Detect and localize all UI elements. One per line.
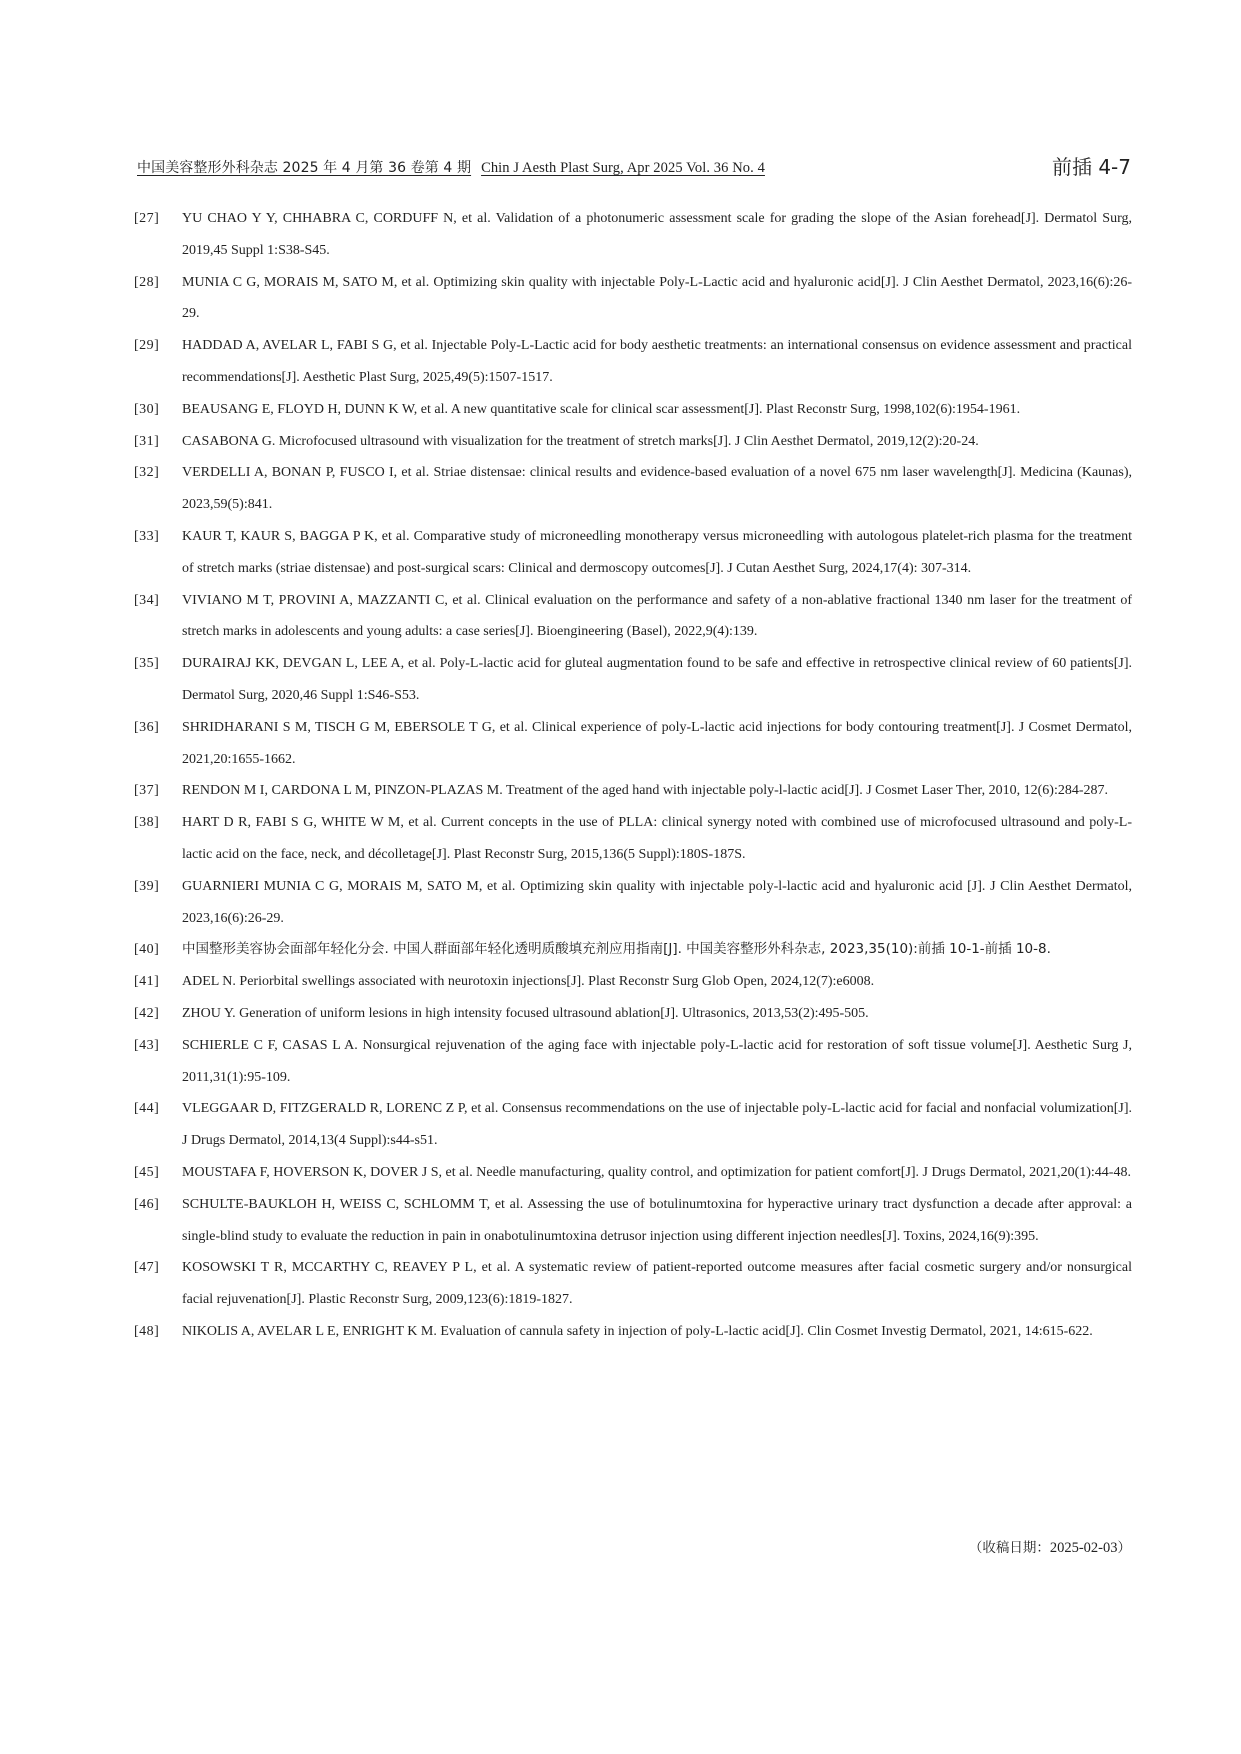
reference-item <box>134 998 1132 1030</box>
reference-number: [29] <box>134 338 160 354</box>
reference-item <box>134 966 1132 998</box>
reference-number: [36] <box>134 719 160 735</box>
reference-number: [30] <box>134 401 160 417</box>
reference-item <box>134 648 1132 712</box>
journal-title-chinese: 中国美容整形外科杂志 2025 年 4 月第 36 卷第 4 期 <box>137 160 472 176</box>
reference-item <box>134 1252 1132 1316</box>
reference-number: [31] <box>134 433 160 449</box>
reference-item <box>134 712 1132 776</box>
reference-item <box>134 1316 1132 1348</box>
reference-text: KAUR T, KAUR S, BAGGA P K, et al. Comparative study of microneedling monotherapy versus microneedling with autologous platelet-rich plasma for the treatment of stretch marks (striae distensae) and post-surgical scars: Clinical and dermoscopy outcomes[J]. J Cutan Aesthet Surg, 2024,17(4): 307-314. <box>182 528 1132 576</box>
reference-text: ADEL N. Periorbital swellings associated with neurotoxin injections[J]. Plast Reconstr Surg Glob Open, 2024,12(7):e6008. <box>182 974 875 990</box>
reference-item <box>134 426 1132 458</box>
reference-number: [41] <box>134 974 160 990</box>
reference-number: [39] <box>134 878 160 894</box>
reference-text: HADDAD A, AVELAR L, FABI S G, et al. Injectable Poly-L-Lactic acid for body aesthetic treatments: an international consensus on evidence assessment and practical recommendations[J]. Aesthetic Plast Surg, 2025,49(5):1507-1517. <box>182 338 1132 385</box>
journal-citation-line <box>137 157 765 177</box>
reference-text: KOSOWSKI T R, MCCARTHY C, REAVEY P L, et al. A systematic review of patient-reported outcome measures after facial cosmetic surgery and/or nonsurgical facial rejuvenation[J]. Plastic Reconstr Surg, 2009,123(6):1819-1827. <box>182 1260 1132 1308</box>
reference-item <box>134 521 1132 585</box>
reference-number: [48] <box>134 1323 160 1339</box>
reference-text: DURAIRAJ KK, DEVGAN L, LEE A, et al. Poly-L-lactic acid for gluteal augmentation found to be safe and effective in retrospective clinical review of 60 patients[J]. Dermatol Surg, 2020,46 Suppl 1:S46-S53. <box>182 656 1132 703</box>
received-date-value: 2025-02-03 <box>1049 1540 1118 1556</box>
reference-number: [45] <box>134 1164 160 1180</box>
reference-number: [42] <box>134 1005 160 1021</box>
reference-number: [34] <box>134 592 160 608</box>
reference-number: [43] <box>134 1037 160 1053</box>
reference-item <box>134 1030 1132 1094</box>
reference-item <box>134 871 1132 935</box>
received-date-label: （收稿日期： <box>968 1540 1050 1556</box>
reference-number: [35] <box>134 656 160 672</box>
reference-text: ZHOU Y. Generation of uniform lesions in high intensity focused ultrasound ablation[J]. Ultrasonics, 2013,53(2):495-505. <box>182 1005 869 1021</box>
reference-text: 中国整形美容协会面部年轻化分会. 中国人群面部年轻化透明质酸填充剂应用指南[J]. 中国美容整形外科杂志, 2023,35(10):前插 10-1-前插 10-8. <box>182 941 1051 958</box>
reference-text: RENDON M I, CARDONA L M, PINZON-PLAZAS M. Treatment of the aged hand with injectable poly-l-lactic acid[J]. J Cosmet Laser Ther, 2010, 12(6):284-287. <box>182 783 1109 799</box>
reference-text: SCHULTE-BAUKLOH H, WEISS C, SCHLOMM T, et al. Assessing the use of botulinumtoxina for hyperactive urinary tract dysfunction a decade after approval: a single-blind study to evaluate the reduction in pain in onabotulinumtoxina detrusor injection using different injection needles[J]. Toxins, 2024,16(9):395. <box>182 1196 1132 1244</box>
reference-number: [47] <box>134 1260 160 1276</box>
reference-item <box>134 1093 1132 1157</box>
reference-list <box>134 203 1132 1348</box>
reference-number: [33] <box>134 528 160 544</box>
reference-number: [32] <box>134 465 160 481</box>
reference-text: VLEGGAAR D, FITZGERALD R, LORENC Z P, et al. Consensus recommendations on the use of injectable poly-L-lactic acid for facial and nonfacial volumization[J]. J Drugs Dermatol, 2014,13(4 Suppl):s44-s51. <box>182 1101 1132 1149</box>
reference-text: MOUSTAFA F, HOVERSON K, DOVER J S, et al. Needle manufacturing, quality control, and optimization for patient comfort[J]. J Drugs Dermatol, 2021,20(1):44-48. <box>182 1164 1131 1180</box>
reference-item <box>134 807 1132 871</box>
reference-item <box>134 585 1132 649</box>
running-header <box>137 147 1131 177</box>
received-date-note <box>969 1536 1131 1557</box>
reference-item <box>134 267 1132 331</box>
reference-item <box>134 934 1132 966</box>
reference-item <box>134 775 1132 807</box>
reference-item <box>134 457 1132 521</box>
reference-text: GUARNIERI MUNIA C G, MORAIS M, SATO M, et al. Optimizing skin quality with injectable poly-l-lactic acid and hyaluronic acid [J]. J Clin Aesthet Dermatol, 2023,16(6):26-29. <box>182 878 1132 926</box>
reference-text: HART D R, FABI S G, WHITE W M, et al. Current concepts in the use of PLLA: clinical synergy noted with combined use of microfocused ultrasound and poly-L-lactic acid on the face, neck, and décolletage[J]. Plast Reconstr Surg, 2015,136(5 Suppl):180S-187S. <box>182 815 1132 862</box>
reference-text: VERDELLI A, BONAN P, FUSCO I, et al. Striae distensae: clinical results and evidence-based evaluation of a novel 675 nm laser wavelength[J]. Medicina (Kaunas), 2023,59(5):841. <box>182 465 1132 513</box>
reference-item <box>134 1157 1132 1189</box>
reference-number: [37] <box>134 783 160 799</box>
reference-text: CASABONA G. Microfocused ultrasound with visualization for the treatment of stretch marks[J]. J Clin Aesthet Dermatol, 2019,12(2):20-24. <box>182 433 979 449</box>
reference-item <box>134 330 1132 394</box>
reference-item <box>134 394 1132 426</box>
reference-number: [40] <box>134 942 160 958</box>
reference-number: [27] <box>134 211 160 226</box>
reference-text: BEAUSANG E, FLOYD H, DUNN K W, et al. A new quantitative scale for clinical scar assessment[J]. Plast Reconstr Surg, 1998,102(6):1954-1961. <box>182 401 1021 417</box>
reference-text: SCHIERLE C F, CASAS L A. Nonsurgical rejuvenation of the aging face with injectable poly-L-lactic acid for restoration of soft tissue volume[J]. Aesthetic Surg J, 2011,31(1):95-109. <box>182 1037 1132 1085</box>
page-number: 前插 4-7 <box>1051 155 1131 179</box>
reference-text: MUNIA C G, MORAIS M, SATO M, et al. Optimizing skin quality with injectable Poly-L-Lactic acid and hyaluronic acid[J]. J Clin Aesthet Dermatol, 2023,16(6):26-29. <box>182 274 1132 322</box>
reference-number: [38] <box>134 815 160 831</box>
reference-text: SHRIDHARANI S M, TISCH G M, EBERSOLE T G, et al. Clinical experience of poly-L-lactic acid injections for body contouring treatment[J]. J Cosmet Dermatol, 2021,20:1655-1662. <box>182 719 1132 767</box>
reference-number: [46] <box>134 1196 160 1212</box>
journal-title-english: Chin J Aesth Plast Surg, Apr 2025 Vol. 36 No. 4 <box>481 160 765 176</box>
reference-text: NIKOLIS A, AVELAR L E, ENRIGHT K M. Evaluation of cannula safety in injection of poly-L-lactic acid[J]. Clin Cosmet Investig Dermatol, 2021, 14:615-622. <box>182 1323 1093 1339</box>
reference-number: [44] <box>134 1101 160 1117</box>
reference-text: YU CHAO Y Y, CHHABRA C, CORDUFF N, et al. Validation of a photonumeric assessment scale for grading the slope of the Asian forehead[J]. Dermatol Surg, 2019,45 Suppl 1:S38-S45. <box>182 211 1132 258</box>
reference-number: [28] <box>134 274 160 290</box>
reference-item <box>134 1189 1132 1253</box>
reference-text: VIVIANO M T, PROVINI A, MAZZANTI C, et al. Clinical evaluation on the performance and safety of a non-ablative fractional 1340 nm laser for the treatment of stretch marks in adolescents and young adults: a case series[J]. Bioengineering (Basel), 2022,9(4):139. <box>182 592 1132 640</box>
received-date-close: ） <box>1117 1540 1131 1556</box>
reference-item <box>134 203 1132 267</box>
